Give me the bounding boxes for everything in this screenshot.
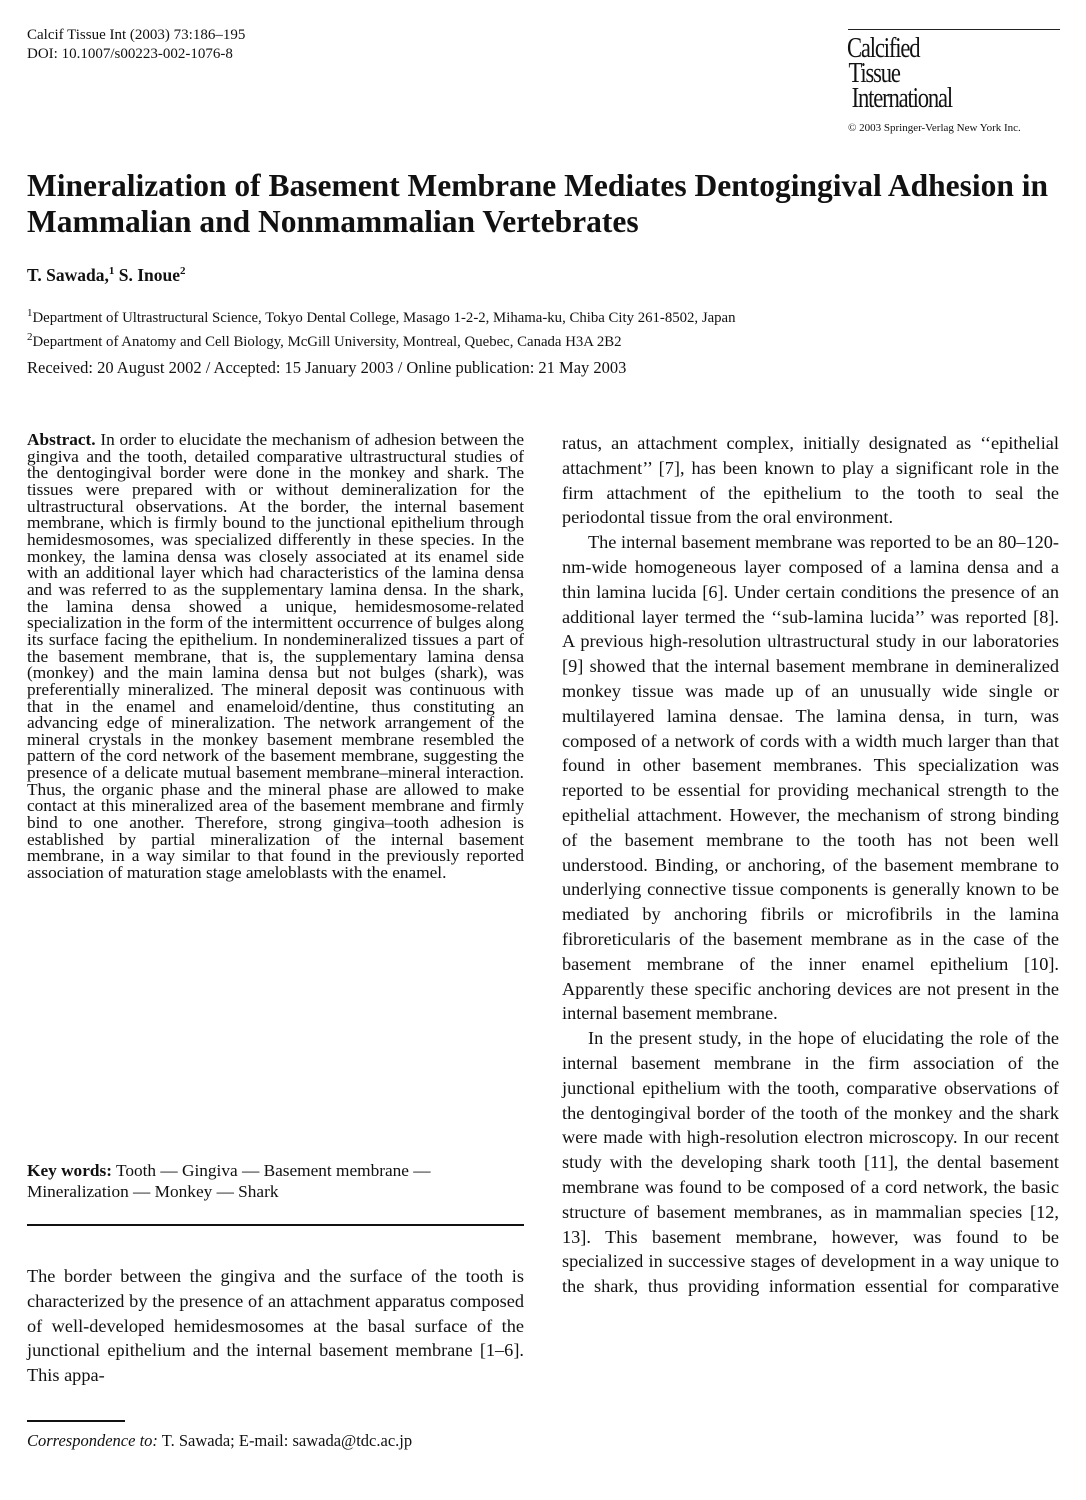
journal-logo [847, 32, 953, 114]
affiliations [27, 304, 736, 352]
body-paragraph: The internal basement membrane was reported to be an 80–120-nm-wide homogeneous layer composed of a lamina densa and a thin lamina lucida [6]. Under certain conditions the presence of an additional layer termed the ‘‘sub-lamina lucida’’ was reported [8]. A previous high-resolution ultrastructural study in our laboratories [9] showed that the internal basement membrane in demineralized monkey tissue was made up of an unusually wide single or multilayered lamina densae. The lamina densa, in turn, was composed of a network of cords with a width much larger than that found in other basement membranes. This specialization was reported to be essential for providing mechanical strength to the epithelial attachment. However, the mechanism of strong binding of the basement membrane to the tooth has not been well understood. Binding, or anchoring, of the basement membrane to underlying connective tissue components is generally known to be mediated by anchoring fibrils or microfibrils in the lamina fibroreticularis of the basement membrane as in the case of the basement membrane of the inner enamel epithelium [10]. Apparently these specific anchoring devices are not present in the internal basement membrane. [562, 532, 1059, 1024]
doi: DOI: 10.1007/s00223-002-1076-8 [27, 46, 233, 62]
authors [27, 265, 186, 286]
abstract [27, 432, 524, 882]
author-affil-sup: 1 [108, 265, 115, 278]
logo-line: Calcified [847, 32, 920, 64]
footnote-rule [27, 1420, 125, 1422]
correspondence-text: T. Sawada; E-mail: sawada@tdc.ac.jp [161, 1431, 413, 1450]
author-affil-sup: 2 [180, 265, 186, 278]
copyright: © 2003 Springer-Verlag New York Inc. [848, 122, 1021, 134]
logo-line: Tissue [848, 57, 900, 89]
body-paragraph: ratus, an attachment complex, initially designated as ‘‘epithelial attachment’’ [7], has been known to play a significant role in the firm attachment of the epithelium to the tooth to seal the periodontal tissue from the oral environment. [562, 433, 1059, 528]
correspondence-footnote [27, 1431, 412, 1451]
right-column [562, 431, 1059, 1299]
author-name: S. Inoue [118, 265, 181, 285]
publication-dates: Received: 20 August 2002 / Accepted: 15 January 2003 / Online publication: 21 May 2003 [27, 358, 627, 377]
abstract-label: Abstract. [27, 430, 96, 449]
keywords-label: Key words: [27, 1161, 112, 1180]
article-title: Mineralization of Basement Membrane Mediates Dentogingival Adhesion in Mammalian and Nonmammalian Vertebrates [27, 168, 1049, 239]
author-name: T. Sawada, [27, 265, 109, 285]
logo-line: International [851, 82, 953, 114]
journal-citation: Calcif Tissue Int (2003) 73:186–195 [27, 27, 246, 43]
intro-paragraph: The border between the gingiva and the surface of the tooth is characterized by the presence of an attachment apparatus composed of well-developed hemidesmosomes at the basal surface of the junctional epithelium and the internal basement membrane [1–6]. This appa- [27, 1266, 524, 1386]
logo-rule [848, 29, 1060, 30]
affiliation: $^1$Department of Ultrastructural Science, Tokyo Dental College, Masago 1-2-2, Mihama-ku, Chiba City 261-8502, Japan [27, 307, 736, 326]
correspondence-label: Correspondence to: [27, 1431, 158, 1450]
body-paragraph: In the present study, in the hope of elucidating the role of the internal basement membrane in the firm association of the junctional epithelium with the tooth, comparative observations of the dentogingival border of the tooth of the monkey and the shark were made with high-resolution electron microscopy. In our recent study with the developing shark tooth [11], the dental basement membrane was found to be composed of a cord network, the basic structure of basement membranes, as in mammalian species [12, 13]. This basement membrane, however, was found to be specialized in successive stages of development in a way unique to the shark, thus providing information essential for comparative [562, 1028, 1059, 1297]
keywords [27, 1160, 524, 1202]
abstract-text: In order to elucidate the mechanism of adhesion between the gingiva and the tooth, detailed comparative ultrastructural studies of the dentogingival border were done in the monkey and shark. The tissues were prepared with or without demineralization for the ultrastructural observations. At the border, the internal basement membrane, which is firmly bound to the junctional epithelium through hemidesmosomes, was specialized differently in these species. In the monkey, the lamina densa was closely associated at its enamel side with an additional layer which had characteristics of the lamina densa and was referred to as the supplementary lamina densa. In the shark, the lamina densa showed a unique, hemidesmosome-related specialization in the form of the intermittent occurrence of bulges along its surface facing the epithelium. In nondemineralized tissues a part of the basement membrane, that is, the supplementary lamina densa (monkey) and the main lamina densa but not bulges (shark), was preferentially mineralized. The mineral deposit was continuous with that in the enamel and enameloid/dentine, thus constituting an advancing edge of mineralization. The network arrangement of the mineral crystals in the monkey basement membrane resembled the pattern of the cord network of the basement membrane, suggesting the presence of a delicate mutual basement membrane–mineral interaction. Thus, the organic phase and the mineral phase are allowed to make contact at this mineralized area of the basement membrane and firmly bind to one another. Therefore, strong gingiva–tooth adhesion is established by partial mineralization of the internal basement membrane, in a way similar to that found in the previously reported association of maturation stage ameloblasts with the enamel. [27, 430, 525, 883]
keywords-text: Tooth — Gingiva — Basement membrane — Mineralization — Monkey — Shark [27, 1161, 431, 1201]
affiliation: $^2$Department of Anatomy and Cell Biology, McGill University, Montreal, Quebec, Canada H3A 2B2 [27, 330, 622, 350]
section-divider [27, 1224, 524, 1226]
journal-citation-block [27, 26, 245, 64]
